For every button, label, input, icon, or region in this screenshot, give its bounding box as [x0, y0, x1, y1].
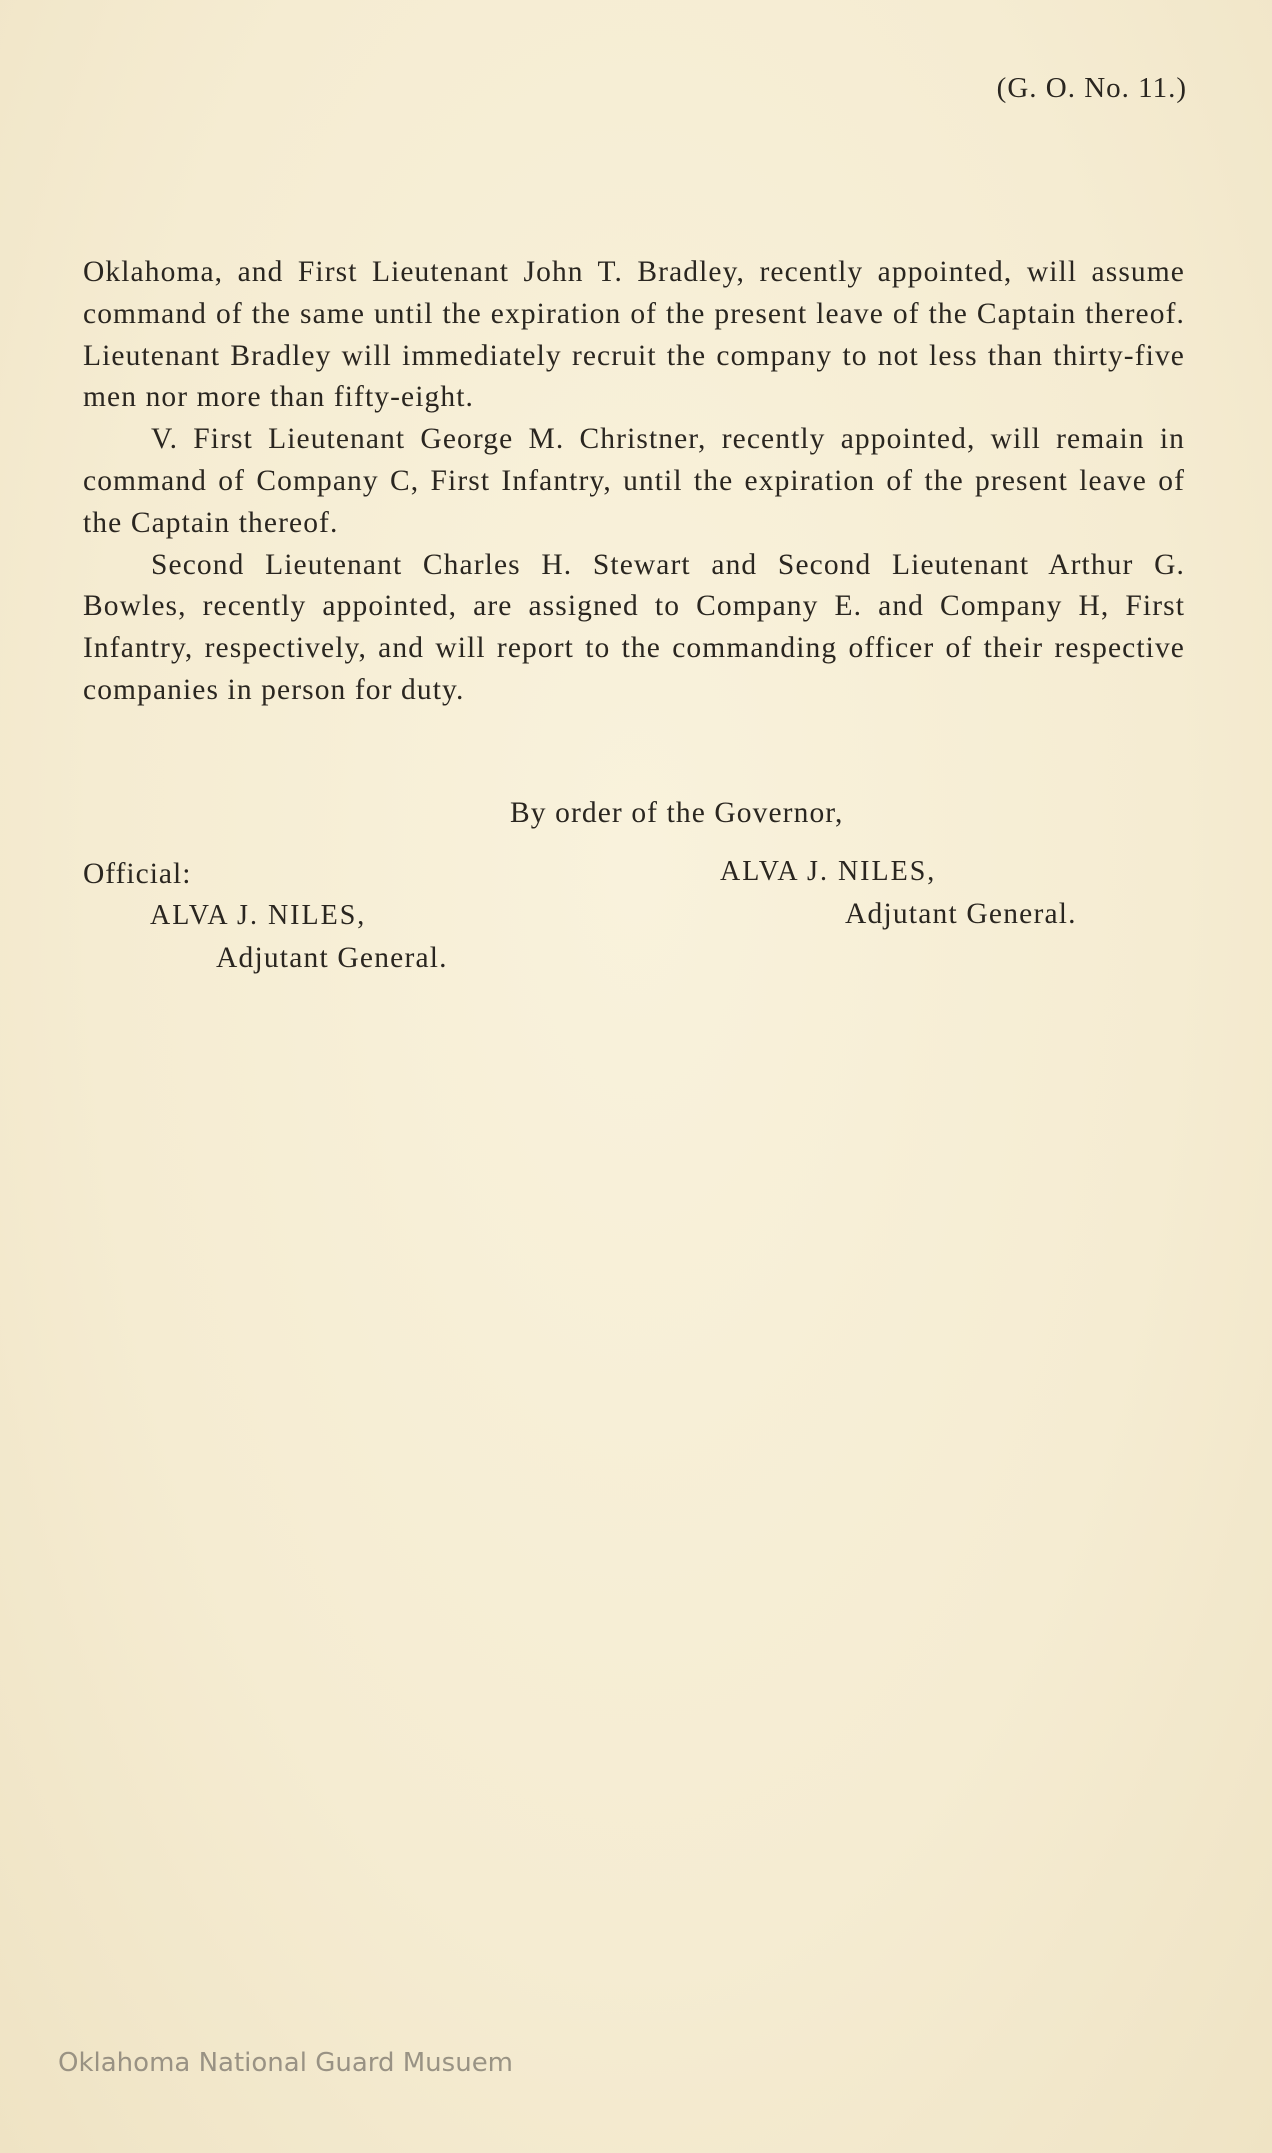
- paragraph-continuation: Oklahoma, and First Lieutenant John T. Bradley, recently appointed, will assume command of the same until the expiration of the present leave of the Captain thereof. Lieutenant Bradley will immediately recruit the company to not less than thirty-five men nor more than fifty-eight.: [83, 256, 1185, 414]
- by-order-line: By order of the Governor,: [510, 797, 844, 829]
- signatory-title: Adjutant General.: [845, 898, 1077, 930]
- official-signatory-name: ALVA J. NILES,: [150, 900, 367, 931]
- official-label: Official:: [83, 858, 192, 890]
- paragraph-section-v: V. First Lieutenant George M. Christner, recently appointed, will remain in command of Company C, First Infantry, until the expiration of the present leave of the Captain thereof.: [83, 423, 1185, 539]
- order-body: [83, 252, 1185, 712]
- signatory-name: ALVA J. NILES,: [720, 856, 937, 887]
- general-order-reference: (G. O. No. 11.): [996, 72, 1187, 104]
- museum-watermark: Oklahoma National Guard Musuem: [58, 2048, 514, 2078]
- official-signatory-title: Adjutant General.: [216, 942, 448, 974]
- paragraph-assignments: Second Lieutenant Charles H. Stewart and Second Lieutenant Arthur G. Bowles, recently appointed, are assigned to Company E. and Company H, First Infantry, respectively, and will report to the commanding officer of their respective companies in person for duty.: [83, 548, 1185, 706]
